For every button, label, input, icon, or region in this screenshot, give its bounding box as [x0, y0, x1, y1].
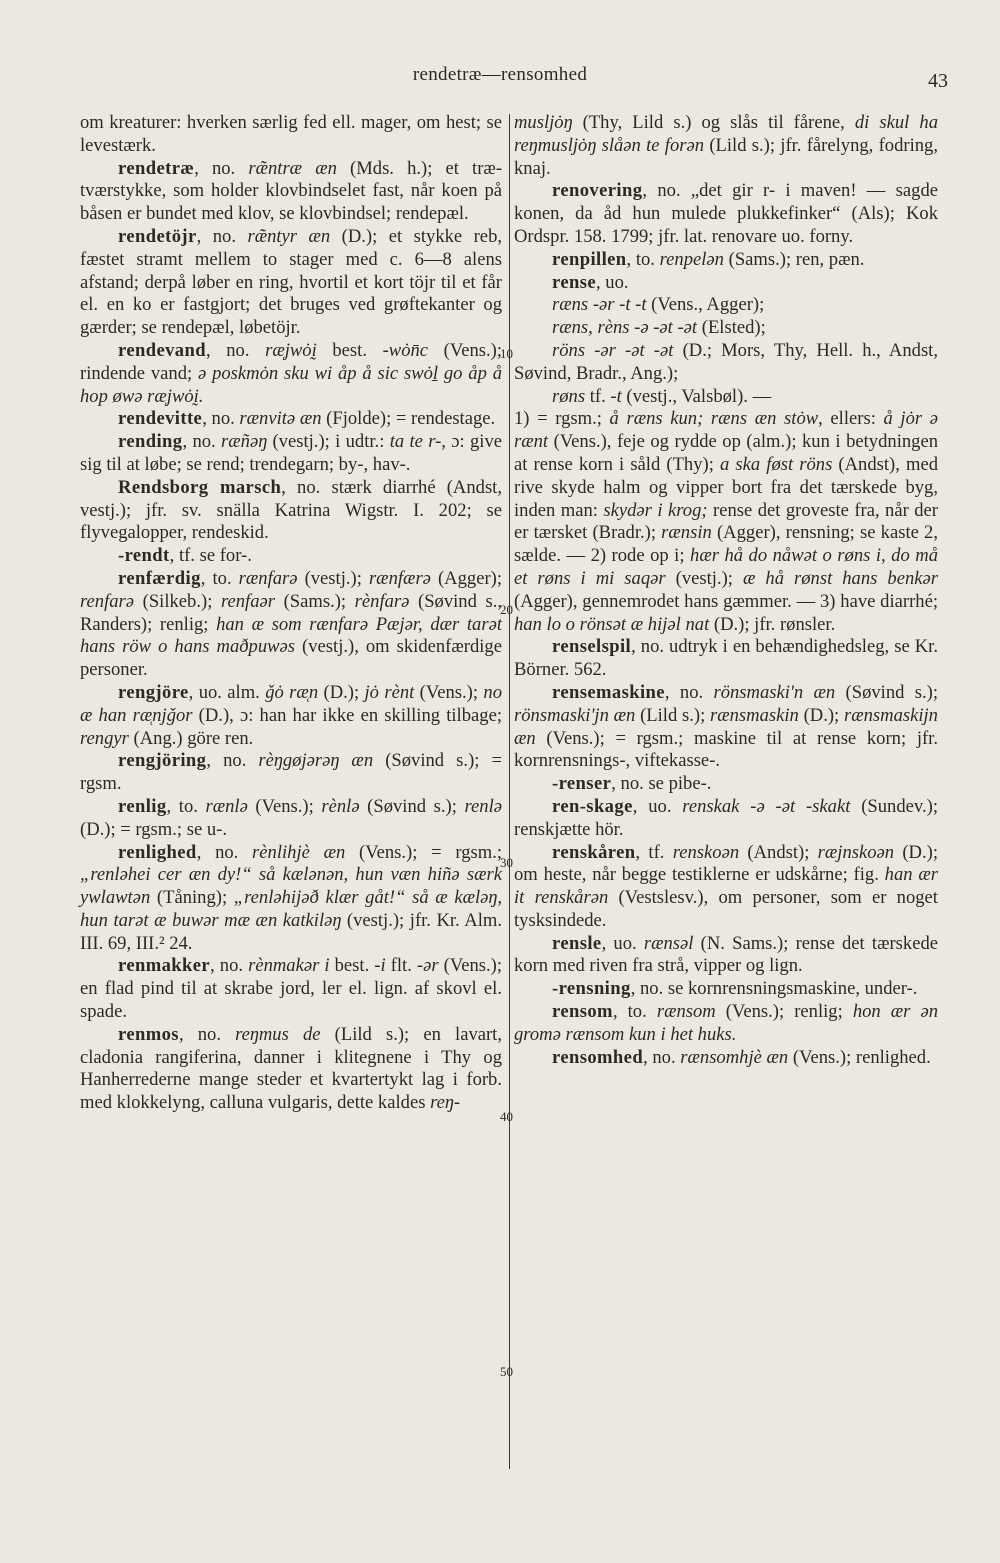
dictionary-entry: [514, 933, 938, 979]
entry-continuation: [80, 112, 502, 158]
definition-text: (D.; Mors, Thy, Hell. h., Andst, Søvind, Bradr., Ang.);: [514, 339, 938, 384]
definition-text: (Sundev.); renskjætte hör.: [514, 795, 938, 840]
definition-text: , no. se kornrensningsmaskine, under-.: [630, 978, 918, 1000]
definition-text: , no. udtryk i en behændighedsleg, se Kr. Börner. 562.: [514, 636, 938, 681]
definition-text: , to.: [166, 795, 206, 817]
definition-text: rense det groveste fra, når der er tærsket (Bradr.);: [514, 499, 938, 544]
headword: rensle: [552, 932, 602, 954]
definition-text: , no.: [202, 408, 240, 430]
dialect-form: å jȯr ə rænt: [514, 408, 939, 453]
dialect-form: renfarə: [80, 590, 135, 612]
definition-text: , no.: [196, 841, 253, 863]
dictionary-entry: [514, 180, 938, 248]
definition-text: (Søvind s., Randers); renlig;: [80, 590, 503, 635]
dialect-form: ræñəŋ: [221, 431, 268, 453]
definition-text: , to.: [200, 567, 239, 589]
definition-text: (Lild s.); en lavart, cladonia rangiferina, danner i klitegnene i Thy og Hanherrederne mange steder et kvartertykt lag i forb. med klokkelyng, calluna vulgaris, dette kaldes: [80, 1023, 503, 1114]
definition-text: (Vens.); = rgsm.;: [345, 841, 503, 863]
headword: rendevand: [118, 339, 206, 361]
dialect-form: skydər i krog;: [603, 499, 708, 521]
definition-text: (D.); jfr. rønsler.: [709, 613, 836, 635]
definition-text: tf.: [585, 385, 611, 407]
headword: rensemaskine: [552, 681, 665, 703]
dictionary-entry: [514, 294, 938, 317]
dialect-form: renskoən: [672, 841, 740, 863]
right-column: [514, 112, 938, 1069]
definition-text: , no.: [205, 339, 266, 361]
dictionary-entry: [514, 636, 938, 682]
definition-text: (Sams.);: [275, 590, 355, 612]
dialect-form: ǧȯ ræ̜n: [265, 681, 319, 703]
definition-text: , no.: [206, 750, 259, 772]
headword: renselspil: [552, 636, 632, 658]
headword: rendetöjr: [118, 225, 197, 247]
headword: rensom: [552, 1001, 613, 1023]
definition-text: , uo.: [601, 932, 644, 954]
dialect-form: ræjnskoən: [817, 841, 895, 863]
definition-text: , no.: [194, 157, 249, 179]
dialect-form: ræ̜jwȯḭ: [265, 339, 317, 361]
dialect-form: rænsom: [656, 1001, 716, 1023]
definition-text: (D.);: [318, 681, 365, 703]
definition-text: , uo.: [596, 271, 629, 293]
definition-text: (vestj.), om skidenfærdige personer.: [80, 636, 502, 681]
dictionary-entry: [80, 226, 502, 340]
dictionary-entry: [514, 386, 938, 409]
dialect-form: röns -ər -ət -ət: [552, 339, 674, 361]
dialect-form: ə poskmȯn sku wi åp å sic swȯḻ go åp å hop øwə ræ̜jwȯḭ.: [80, 362, 502, 407]
dialect-form: reŋ-: [430, 1092, 461, 1114]
headword: rense: [552, 271, 596, 293]
headword: renmakker: [118, 955, 211, 977]
definition-text: (D.);: [798, 704, 844, 726]
headword: ren-skage: [552, 795, 633, 817]
definition-text: (D.), ɔ: han har ikke en skilling tilbage;: [192, 704, 502, 726]
definition-text: , no.: [643, 1046, 681, 1068]
definition-text: , no. se pibe-.: [611, 773, 712, 795]
dialect-form: hon ær ən gromə rænsom kun i het huks.: [514, 1001, 939, 1045]
dictionary-entry: [80, 1024, 502, 1115]
dictionary-entry: [80, 477, 502, 545]
dialect-form: „renləhijəð klær gåt!“ så æ kæləŋ, hun tarət æ buwər mæ æn katkiləŋ: [80, 887, 502, 931]
dialect-form: a ska føst röns: [719, 453, 833, 475]
headword: renskåren: [552, 841, 636, 863]
entry-continuation: [514, 112, 938, 180]
dictionary-entry: [514, 978, 938, 1001]
definition-text: (vestj., Valsbøl). —: [621, 385, 772, 407]
definition-text: (Søvind s.);: [359, 795, 465, 817]
definition-text: 1) = rgsm.;: [514, 408, 610, 430]
dialect-form: ræns, rèns -ə -ət -ət: [552, 317, 698, 339]
definition-text: (Søvind s.); = rgsm.: [80, 750, 502, 795]
line-number-20: 20: [500, 602, 513, 617]
column-divider: [509, 114, 510, 1469]
definition-text: (vestj.); jfr. Kr. Alm. III. 69, III.² 24.: [80, 909, 502, 954]
definition-text: (Vens.);: [247, 795, 322, 817]
dictionary-entry: [80, 340, 502, 408]
definition-text: (Agger), gennemrodet hans gæmmer. — 3) have diarrhé;: [514, 590, 938, 612]
dialect-form: å ræns kun; ræns æn stȯw: [609, 408, 819, 430]
definition-text: , no.: [182, 431, 222, 453]
dialect-form: han ær it renskårən: [514, 864, 938, 909]
definition-text: (Vens.); renlighed.: [788, 1046, 931, 1068]
dialect-form: rænsəl: [643, 932, 694, 954]
definition-text: , tf. se for-.: [169, 545, 252, 567]
dialect-form: rænsmaskijn æn: [514, 704, 938, 749]
dialect-form: „renləhei cer æn dy!“ så kælənən, hun væn hiñə særk ywlawtən: [80, 864, 502, 909]
headword: rendetræ: [118, 157, 195, 179]
dialect-form: rènfarə: [354, 590, 410, 612]
left-column: [80, 112, 502, 1115]
definition-text: (vestj.);: [665, 567, 743, 589]
definition-text: , no.: [664, 681, 714, 703]
definition-text: (Andst);: [739, 841, 818, 863]
line-number-40: 40: [500, 1109, 513, 1124]
dialect-form: renpelən: [659, 248, 724, 270]
dictionary-entry: [80, 955, 502, 1023]
dialect-form: -t: [610, 385, 622, 407]
headword: Rendsborg marsch: [118, 476, 282, 498]
definition-text: (Fjolde); = rendestage.: [321, 408, 496, 430]
definition-text: , no. stærk diarrhé (Andst, vestj.); jfr. sv. snälla Katrina Wigstr. I. 202; se flyvegalopper, rendeskid.: [80, 476, 502, 544]
dialect-form: renskak -ə -ət -skakt: [682, 795, 851, 817]
definition-text: (Agger), rensning; se kaste 2, sælde. — 2) rode op i;: [514, 522, 938, 567]
dictionary-entry: [514, 272, 938, 295]
dialect-form: æ hå rønst hans benkər: [742, 567, 938, 589]
dialect-form: rænlə: [205, 795, 248, 817]
definition-text: (Thy, Lild s.) og slås til fårene,: [572, 112, 855, 133]
definition-text: flt.: [385, 955, 417, 977]
definition-text: (Mds. h.); et træ-tværstykke, som holder klovbindselet fast, når koen på båsen er bundet med klov, se klovbindsel; rendepæl.: [80, 157, 503, 225]
dialect-form: han æ som rænfarə Pæjər, dær tarət hans röw o hans maðpuwəs: [80, 613, 502, 658]
definition-text: best.: [316, 339, 383, 361]
dialect-form: rönsmaski'n æn: [713, 681, 836, 703]
definition-text: om kreaturer: hverken særlig fed ell. mager, om hest; se levestærk.: [80, 112, 502, 156]
definition-text: , ellers:: [818, 408, 884, 430]
line-number-30: 30: [500, 855, 513, 870]
definition-text: (Agger);: [430, 567, 502, 589]
definition-text: (Vens.); rindende vand;: [80, 339, 503, 384]
dialect-form: di skul ha reŋmusljȯŋ slåən te forən: [514, 112, 938, 156]
dialect-form: røns: [552, 385, 586, 407]
headword: renfærdig: [118, 567, 201, 589]
definition-text: , uo.: [632, 795, 683, 817]
dictionary-entry: [514, 1047, 938, 1070]
dialect-form: -wȯn̄c: [382, 339, 429, 361]
definition-text: (Sams.); ren, pæn.: [723, 248, 865, 270]
definition-text: , no.: [178, 1023, 236, 1045]
definition-text: (D.); = rgsm.; se u-.: [80, 818, 227, 840]
definition-text: (Søvind s.);: [835, 681, 938, 703]
definition-text: , tf.: [635, 841, 673, 863]
definition-text: (D.); om heste, når begge testiklerne er udskårne; fig.: [514, 841, 938, 886]
definition-text: (vestj.);: [297, 567, 369, 589]
definition-text: , to.: [626, 248, 660, 270]
headword: rengjöre: [118, 681, 189, 703]
headword: renmos: [118, 1023, 179, 1045]
definition-text: (Vens.); en flad pind til at skrabe jord, ler el. lign. af skovl el. spade.: [80, 955, 502, 1023]
definition-text: , no.: [210, 955, 249, 977]
dialect-form: -ər: [416, 955, 439, 977]
running-title: rendetræ—rensomhed: [412, 64, 588, 85]
dialect-form: rænfarə: [238, 567, 298, 589]
page-number: 43: [928, 70, 948, 92]
dialect-form: ræns -ər -t -t: [552, 294, 647, 316]
headword: renpillen: [552, 248, 627, 270]
dictionary-entry: [514, 682, 938, 773]
dictionary-entry: [80, 545, 502, 568]
entry-continuation: [514, 408, 938, 636]
dialect-form: rènlihjè æn: [252, 841, 346, 863]
dialect-form: rænfærə: [368, 567, 431, 589]
definition-text: , to.: [612, 1001, 657, 1023]
dialect-form: ræ̃ntræ æn: [248, 157, 337, 179]
dictionary-entry: [80, 431, 502, 477]
headword: -rensning: [552, 978, 631, 1000]
dialect-form: rengyr: [80, 727, 129, 749]
dialect-form: hær hå do nåwət o røns i, do må et røns i mi saqər: [514, 545, 938, 589]
line-number-50: 50: [500, 1364, 513, 1379]
dictionary-entry: [514, 249, 938, 272]
dictionary-entry: [514, 773, 938, 796]
definition-text: (Elsted);: [697, 317, 766, 339]
definition-text: (Lild s.);: [635, 704, 710, 726]
dictionary-entry: [80, 408, 502, 431]
headword: -rendt: [118, 545, 170, 567]
dialect-form: renfaər: [220, 590, 276, 612]
definition-text: (Lild s.); jfr. fårelyng, fodring, knaj.: [514, 134, 938, 179]
definition-text: best.: [329, 955, 375, 977]
definition-text: , ɔ: give sig til at løbe; se rend; trendegarn; by-, hav-.: [80, 431, 503, 475]
line-number-10: 10: [500, 346, 513, 361]
definition-text: (Tåning);: [150, 887, 234, 909]
dictionary-entry: [80, 842, 502, 956]
dictionary-entry: [514, 340, 938, 386]
headword: renovering: [552, 180, 643, 202]
dialect-form: rænvitə æn: [239, 408, 322, 430]
definition-text: , no.: [196, 225, 248, 247]
dictionary-entry: [80, 568, 502, 682]
dialect-form: reŋmus de: [235, 1023, 321, 1045]
dictionary-entry: [80, 682, 502, 750]
definition-text: (Vens.);: [414, 681, 484, 703]
dialect-form: rönsmaski'jn æn: [514, 704, 636, 726]
definition-text: (Vens.), feje og rydde op (alm.); kun i betydningen at rense korn i såld (Thy);: [514, 431, 938, 475]
dialect-form: renlə: [464, 795, 502, 817]
headword: rending: [118, 431, 183, 453]
dictionary-entry: [514, 796, 938, 842]
dialect-form: han lo o rönsət æ hijəl nat: [514, 613, 710, 635]
dialect-form: -i: [374, 955, 386, 977]
definition-text: (Ang.) göre ren.: [128, 727, 254, 749]
definition-text: (Vens., Agger);: [646, 294, 765, 316]
definition-text: , no. „det gir r- i maven! — sagde konen, da åd hun mulede plukkefinker“ (Als); Kok Ordspr. 158. 1799; jfr. lat. renovare uo. forny.: [514, 180, 938, 247]
dictionary-entry: [514, 317, 938, 340]
definition-text: (N. Sams.); rense det tærskede korn med riven fra strå, vipper og lign.: [514, 932, 939, 977]
definition-text: (Vens.); renlig;: [715, 1001, 853, 1023]
dialect-form: jȯ rènt: [364, 681, 415, 703]
dialect-form: no æ han ræ̜njǧor: [80, 681, 502, 726]
headword: rendevitte: [118, 408, 203, 430]
dictionary-entry: [80, 796, 502, 842]
dialect-form: ræ̃ntyr æn: [247, 225, 331, 247]
headword: renlighed: [118, 841, 197, 863]
definition-text: (vestj.); i udtr.:: [267, 431, 390, 453]
dialect-form: rænsomhjè æn: [680, 1046, 789, 1068]
dialect-form: rænsmaskin: [709, 704, 799, 726]
definition-text: , uo. alm.: [188, 681, 266, 703]
dialect-form: ta te r-: [389, 431, 442, 453]
headword: rengjöring: [118, 750, 207, 772]
dictionary-entry: [80, 158, 502, 226]
dialect-form: rèŋgøjərəŋ æn: [258, 750, 374, 772]
headword: renlig: [118, 795, 167, 817]
definition-text: (Andst), med rive skyde halm og vipper bort fra det tærskede byg, inden man:: [514, 453, 938, 521]
dictionary-entry: [80, 750, 502, 796]
dialect-form: musljȯŋ: [514, 112, 573, 133]
definition-text: (D.); et stykke reb, fæstet stramt mellem to stager med c. 6—8 alens afstand; derpå løber en ring, hvortil et kort töjr til et får el. en ko er fastgjort; det bruges ved grøftekanter og gærder; se rendepæl, løbetöjr.: [80, 225, 503, 339]
headword: rensomhed: [552, 1046, 644, 1068]
definition-text: (Vens.); = rgsm.; maskine til at rense korn; jfr. kornrensnings-, viftekasse-.: [514, 727, 938, 772]
dictionary-entry: [514, 842, 938, 933]
definition-text: (Silkeb.);: [134, 590, 221, 612]
headword: -renser: [552, 773, 612, 795]
dictionary-entry: [514, 1001, 938, 1047]
dialect-form: rènmakər i: [248, 955, 330, 977]
dialect-form: rænsin: [661, 522, 712, 544]
dialect-form: rènlə: [321, 795, 360, 817]
definition-text: (Vestslesv.), om personer, som er noget tysksindede.: [514, 887, 938, 931]
